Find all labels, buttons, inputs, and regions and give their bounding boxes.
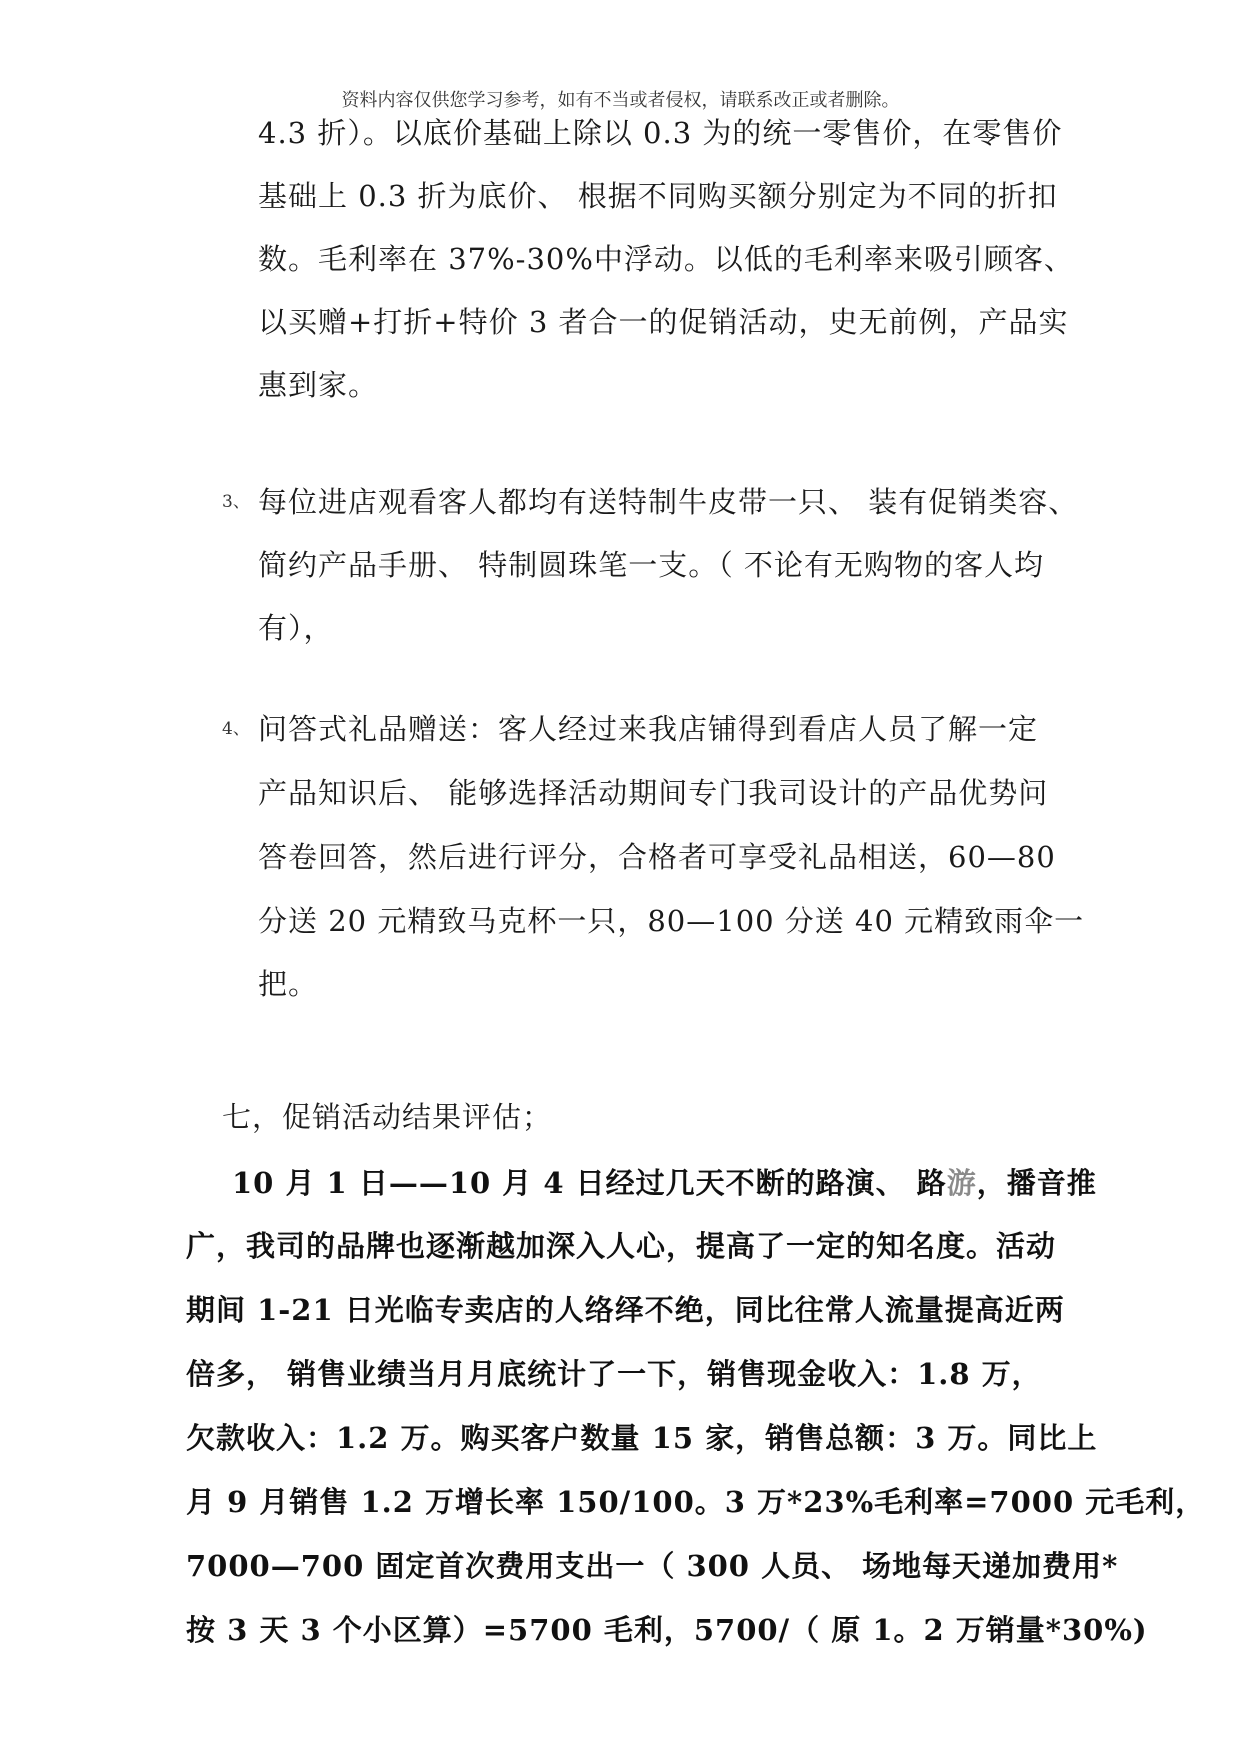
section-7-line-7: 7000—700 固定首次费用支出一（ 300 人员、 场地每天递加费用* [186, 1549, 1119, 1583]
section-7-line-3: 期间 1-21 日光临专卖店的人络绎不绝，同比往常人流量提高近两 [186, 1293, 1065, 1327]
item-3-number: 3、 [222, 492, 250, 512]
section-7-line-6: 月 9 月销售 1.2 万增长率 150/100。3 万*23%毛利率=7000 元毛利， [186, 1485, 1206, 1519]
section-7-heading: 七，促销活动结果评估； [222, 1100, 553, 1134]
item-4-line-2: 产品知识后、 能够选择活动期间专门我司设计的产品优势问 [258, 776, 1049, 810]
item-3-line-2: 简约产品手册、 特制圆珠笔一支。（ 不论有无购物的客人均 [258, 548, 1044, 582]
item-4-number: 4、 [222, 719, 250, 739]
pricing-line-4: 以买赠+打折+特价 3 者合一的促销活动，史无前例，产品实 [258, 305, 1069, 339]
pricing-line-2: 基础上 0.3 折为底价、 根据不同购买额分别定为不同的折扣 [258, 179, 1058, 213]
item-4-line-3: 答卷回答，然后进行评分，合格者可享受礼品相送，60—80 [258, 840, 1056, 874]
pricing-line-1: 4.3 折）。以底价基础上除以 0.3 为的统一零售价，在零售价 [258, 116, 1063, 150]
section-7-line-1 [232, 1165, 1097, 1201]
section-7-line-8: 按 3 天 3 个小区算）=5700 毛利，5700/（ 原 1。2 万销量*30%) [186, 1613, 1148, 1647]
pricing-line-3: 数。毛利率在 37%-30%中浮动。以低的毛利率来吸引顾客、 [258, 242, 1074, 276]
item-4-line-5: 把。 [258, 967, 319, 1001]
item-4-line-4: 分送 20 元精致马克杯一只，80—100 分送 40 元精致雨伞一 [258, 904, 1085, 938]
section-7-line-5: 欠款收入：1.2 万。购买客户数量 15 家，销售总额：3 万。同比上 [186, 1421, 1098, 1455]
section-7-line-2: 广，我司的品牌也逐渐越加深入人心，提高了一定的知名度。活动 [186, 1229, 1057, 1263]
section-7-line-1-end: ，播音推 [976, 1166, 1097, 1200]
section-7-line-4: 倍多， 销售业绩当月月底统计了一下，销售现金收入：1.8 万， [186, 1357, 1042, 1391]
item-3-line-1: 每位进店观看客人都均有送特制牛皮带一只、 装有促销类容、 [258, 485, 1079, 519]
pricing-line-5: 惠到家。 [258, 368, 379, 402]
item-3-line-3: 有）， [258, 611, 334, 645]
section-7-line-1-faded-char: 游 [946, 1166, 977, 1200]
disclaimer-header: 资料内容仅供您学习参考，如有不当或者侵权，请联系改正或者删除。 [341, 90, 900, 111]
item-4-line-1: 问答式礼品赠送：客人经过来我店铺得到看店人员了解一定 [258, 712, 1039, 746]
section-7-line-1-start: 10 月 1 日——10 月 4 日经过几天不断的路演、 路 [232, 1166, 947, 1200]
